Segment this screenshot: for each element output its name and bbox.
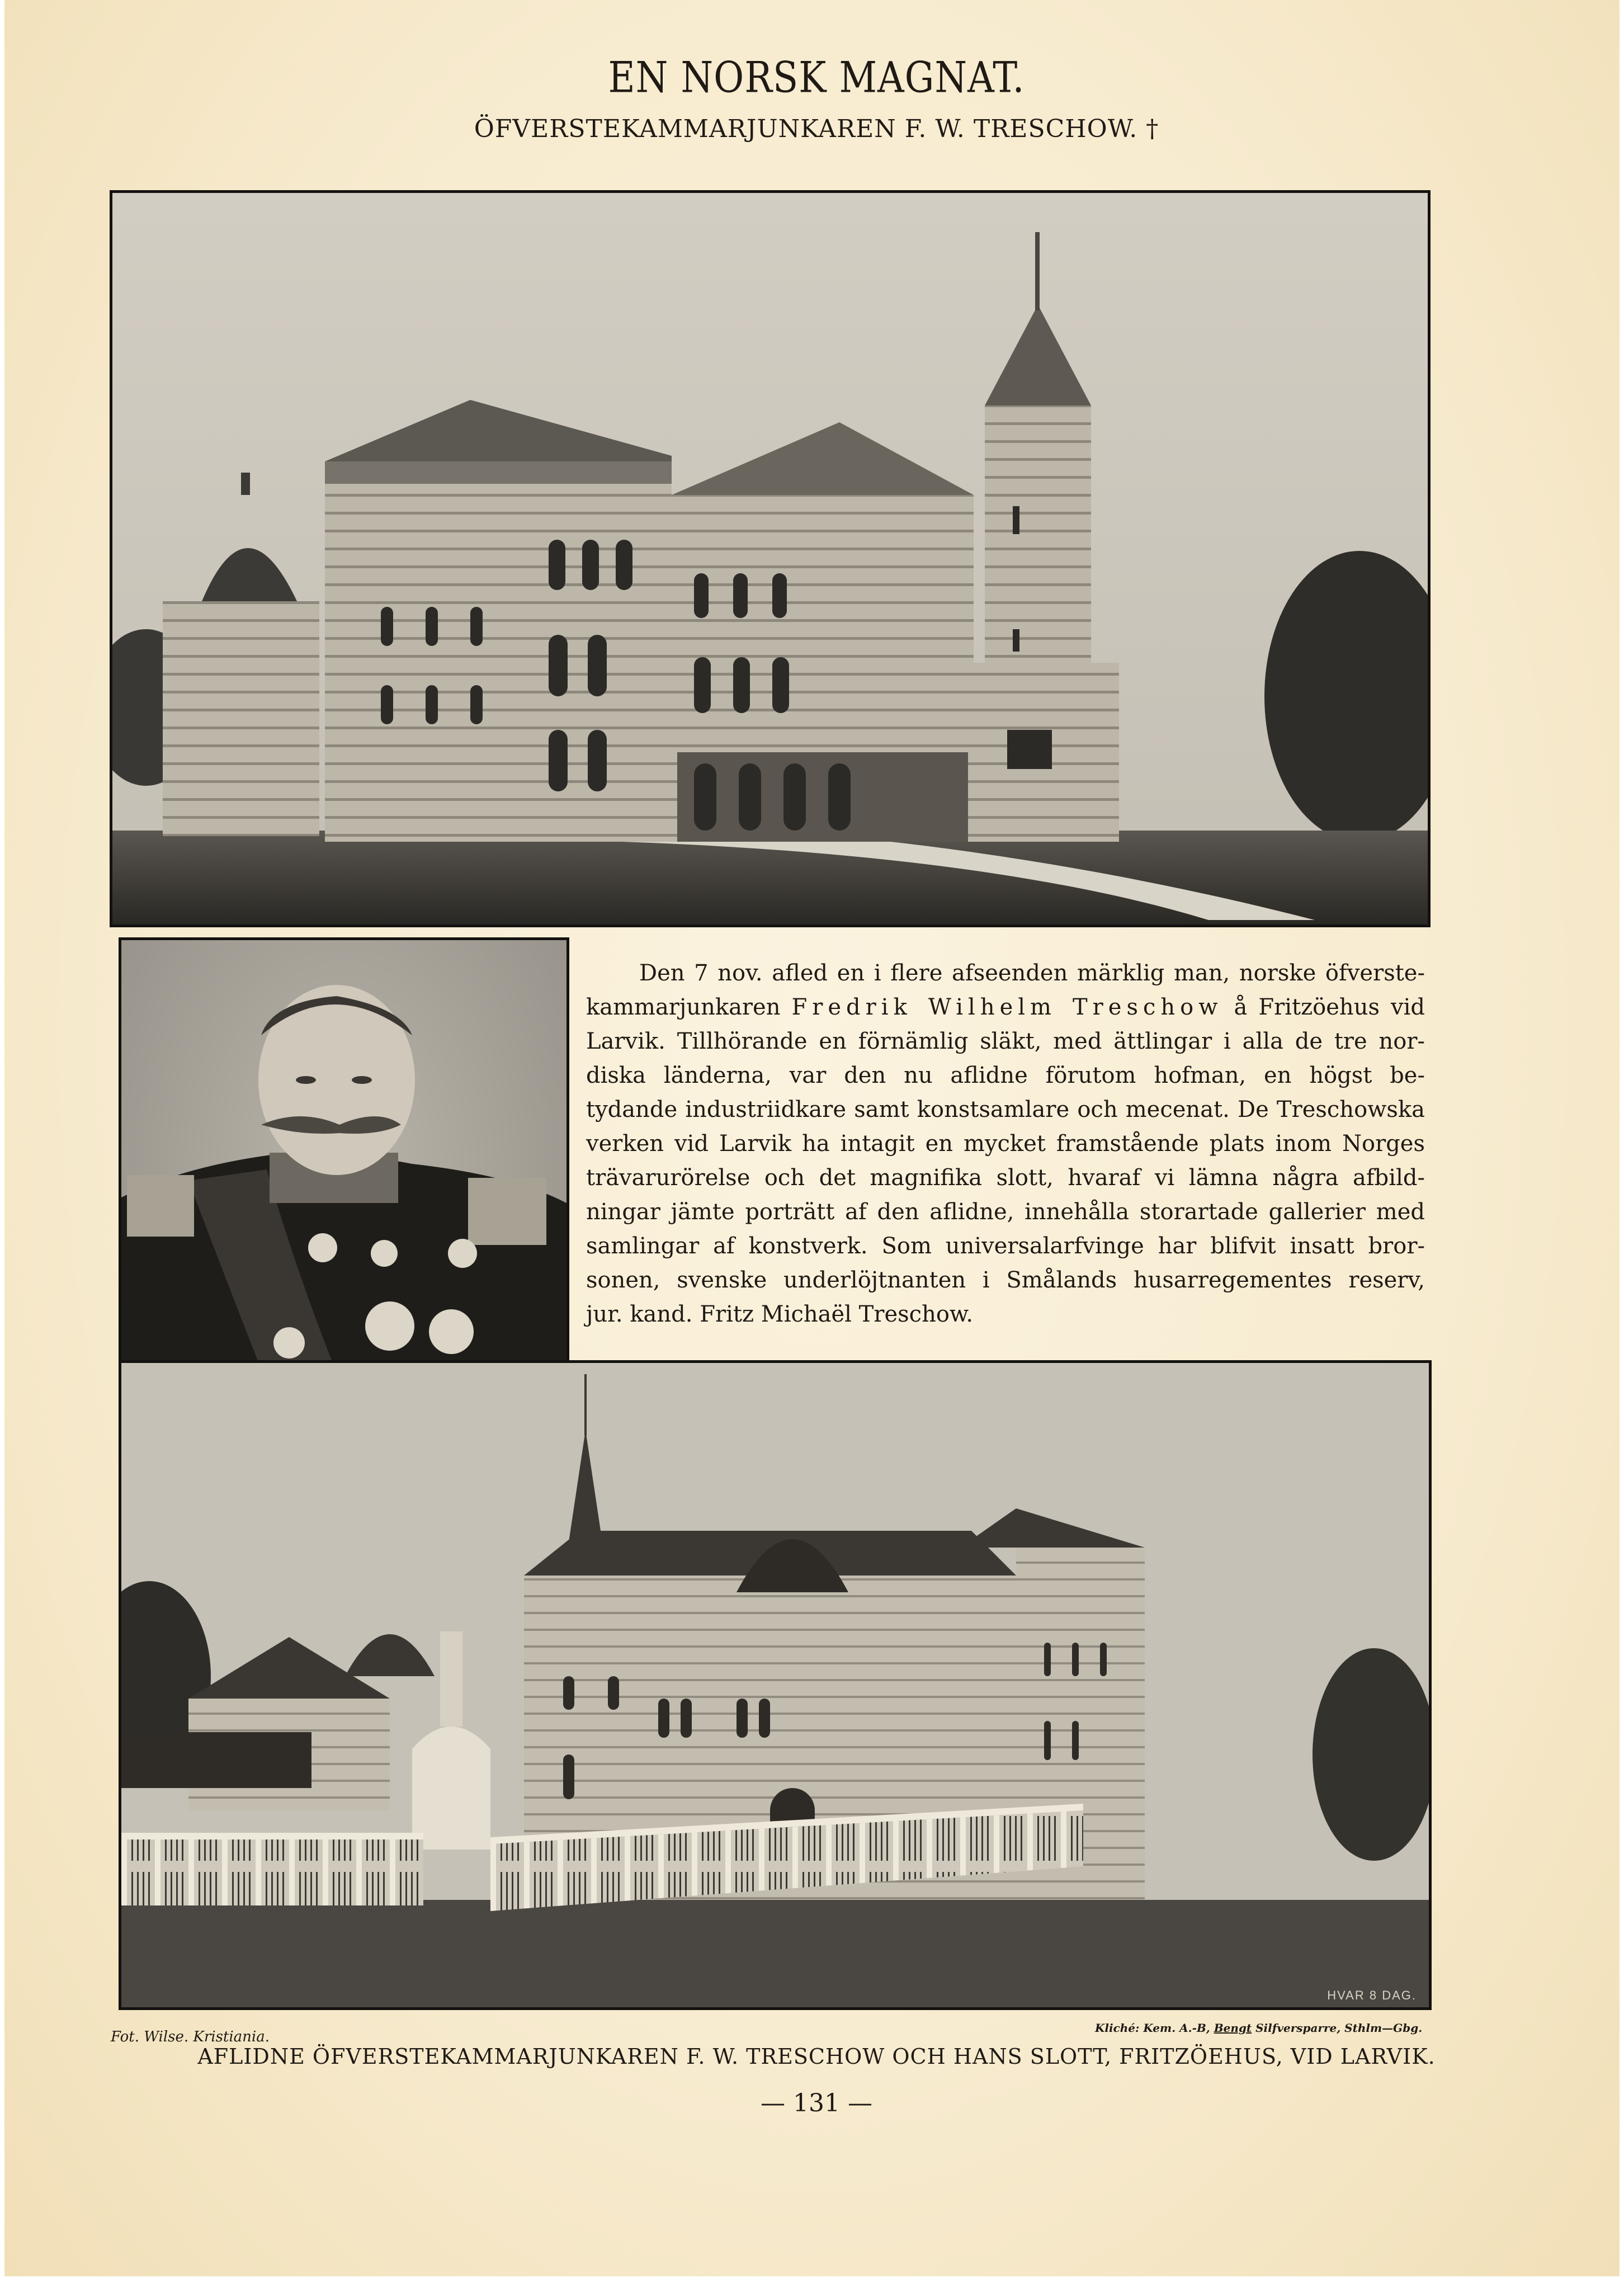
person-name: Fredrik Wilhelm Treschow (791, 994, 1223, 1020)
article-line: sonen, svenske underlöjtnanten i Smålands husarregementes reserv, (586, 1267, 1425, 1293)
castle-gate-illustration (121, 1363, 1429, 2007)
article-body (586, 956, 1425, 1332)
magazine-page (4, 0, 1620, 2276)
cliche-suffix: Silfversparre, Sthlm—Gbg. (1252, 2021, 1423, 2035)
article-line: samlingar af konstverk. Som universalarfvinge har blifvit insatt bror- (586, 1233, 1425, 1259)
article-line (586, 990, 1425, 1025)
cliche-underlined: Bengt (1214, 2021, 1252, 2035)
article-line: Den 7 nov. afled en i flere afseenden märklig man, norske öfverste- (639, 960, 1425, 986)
photo-credit: Fot. Wilse. Kristiania. (111, 2029, 270, 2045)
castle-photo-bottom (119, 1360, 1432, 2010)
page-number: — 131 — (761, 2089, 872, 2117)
photo-watermark: HVAR 8 DAG. (1327, 1988, 1417, 2002)
article-fragment: å Fritzöehus vid (1234, 994, 1425, 1020)
cliche-credit (1095, 2021, 1422, 2035)
article-line: verken vid Larvik ha intagit en mycket framstående plats inom Norges (586, 1131, 1425, 1157)
article-line: Larvik. Tillhörande en förnämlig släkt, med ättlingar i alla de tre nor- (586, 1029, 1425, 1054)
cliche-prefix: Kliché: Kem. A.-B, (1095, 2021, 1214, 2035)
article-line: tydande industriidkare samt konstsamlare och mecenat. De Treschowska (586, 1097, 1425, 1122)
article-line: trävarurörelse och det magnifika slott, hvaraf vi lämna några afbild- (586, 1165, 1425, 1191)
article-line: jur. kand. Fritz Michaël Treschow. (586, 1301, 974, 1327)
article-fragment: kammarjunkaren (586, 994, 781, 1020)
castle-illustration (112, 193, 1428, 924)
castle-photo-top (110, 190, 1431, 927)
page-title: EN NORSK MAGNAT. (608, 53, 1025, 102)
page-subtitle: ÖFVERSTEKAMMARJUNKAREN F. W. TRESCHOW. † (474, 115, 1159, 143)
figure-caption: AFLIDNE ÖFVERSTEKAMMARJUNKAREN F. W. TRESCHOW OCH HANS SLOTT, FRITZÖEHUS, VID LARVIK. (197, 2044, 1436, 2069)
article-line: diska länderna, var den nu aflidne förutom hofman, en högst be- (586, 1063, 1425, 1088)
article-line: ningar jämte porträtt af den aflidne, innehålla storartade gallerier med (586, 1199, 1425, 1225)
